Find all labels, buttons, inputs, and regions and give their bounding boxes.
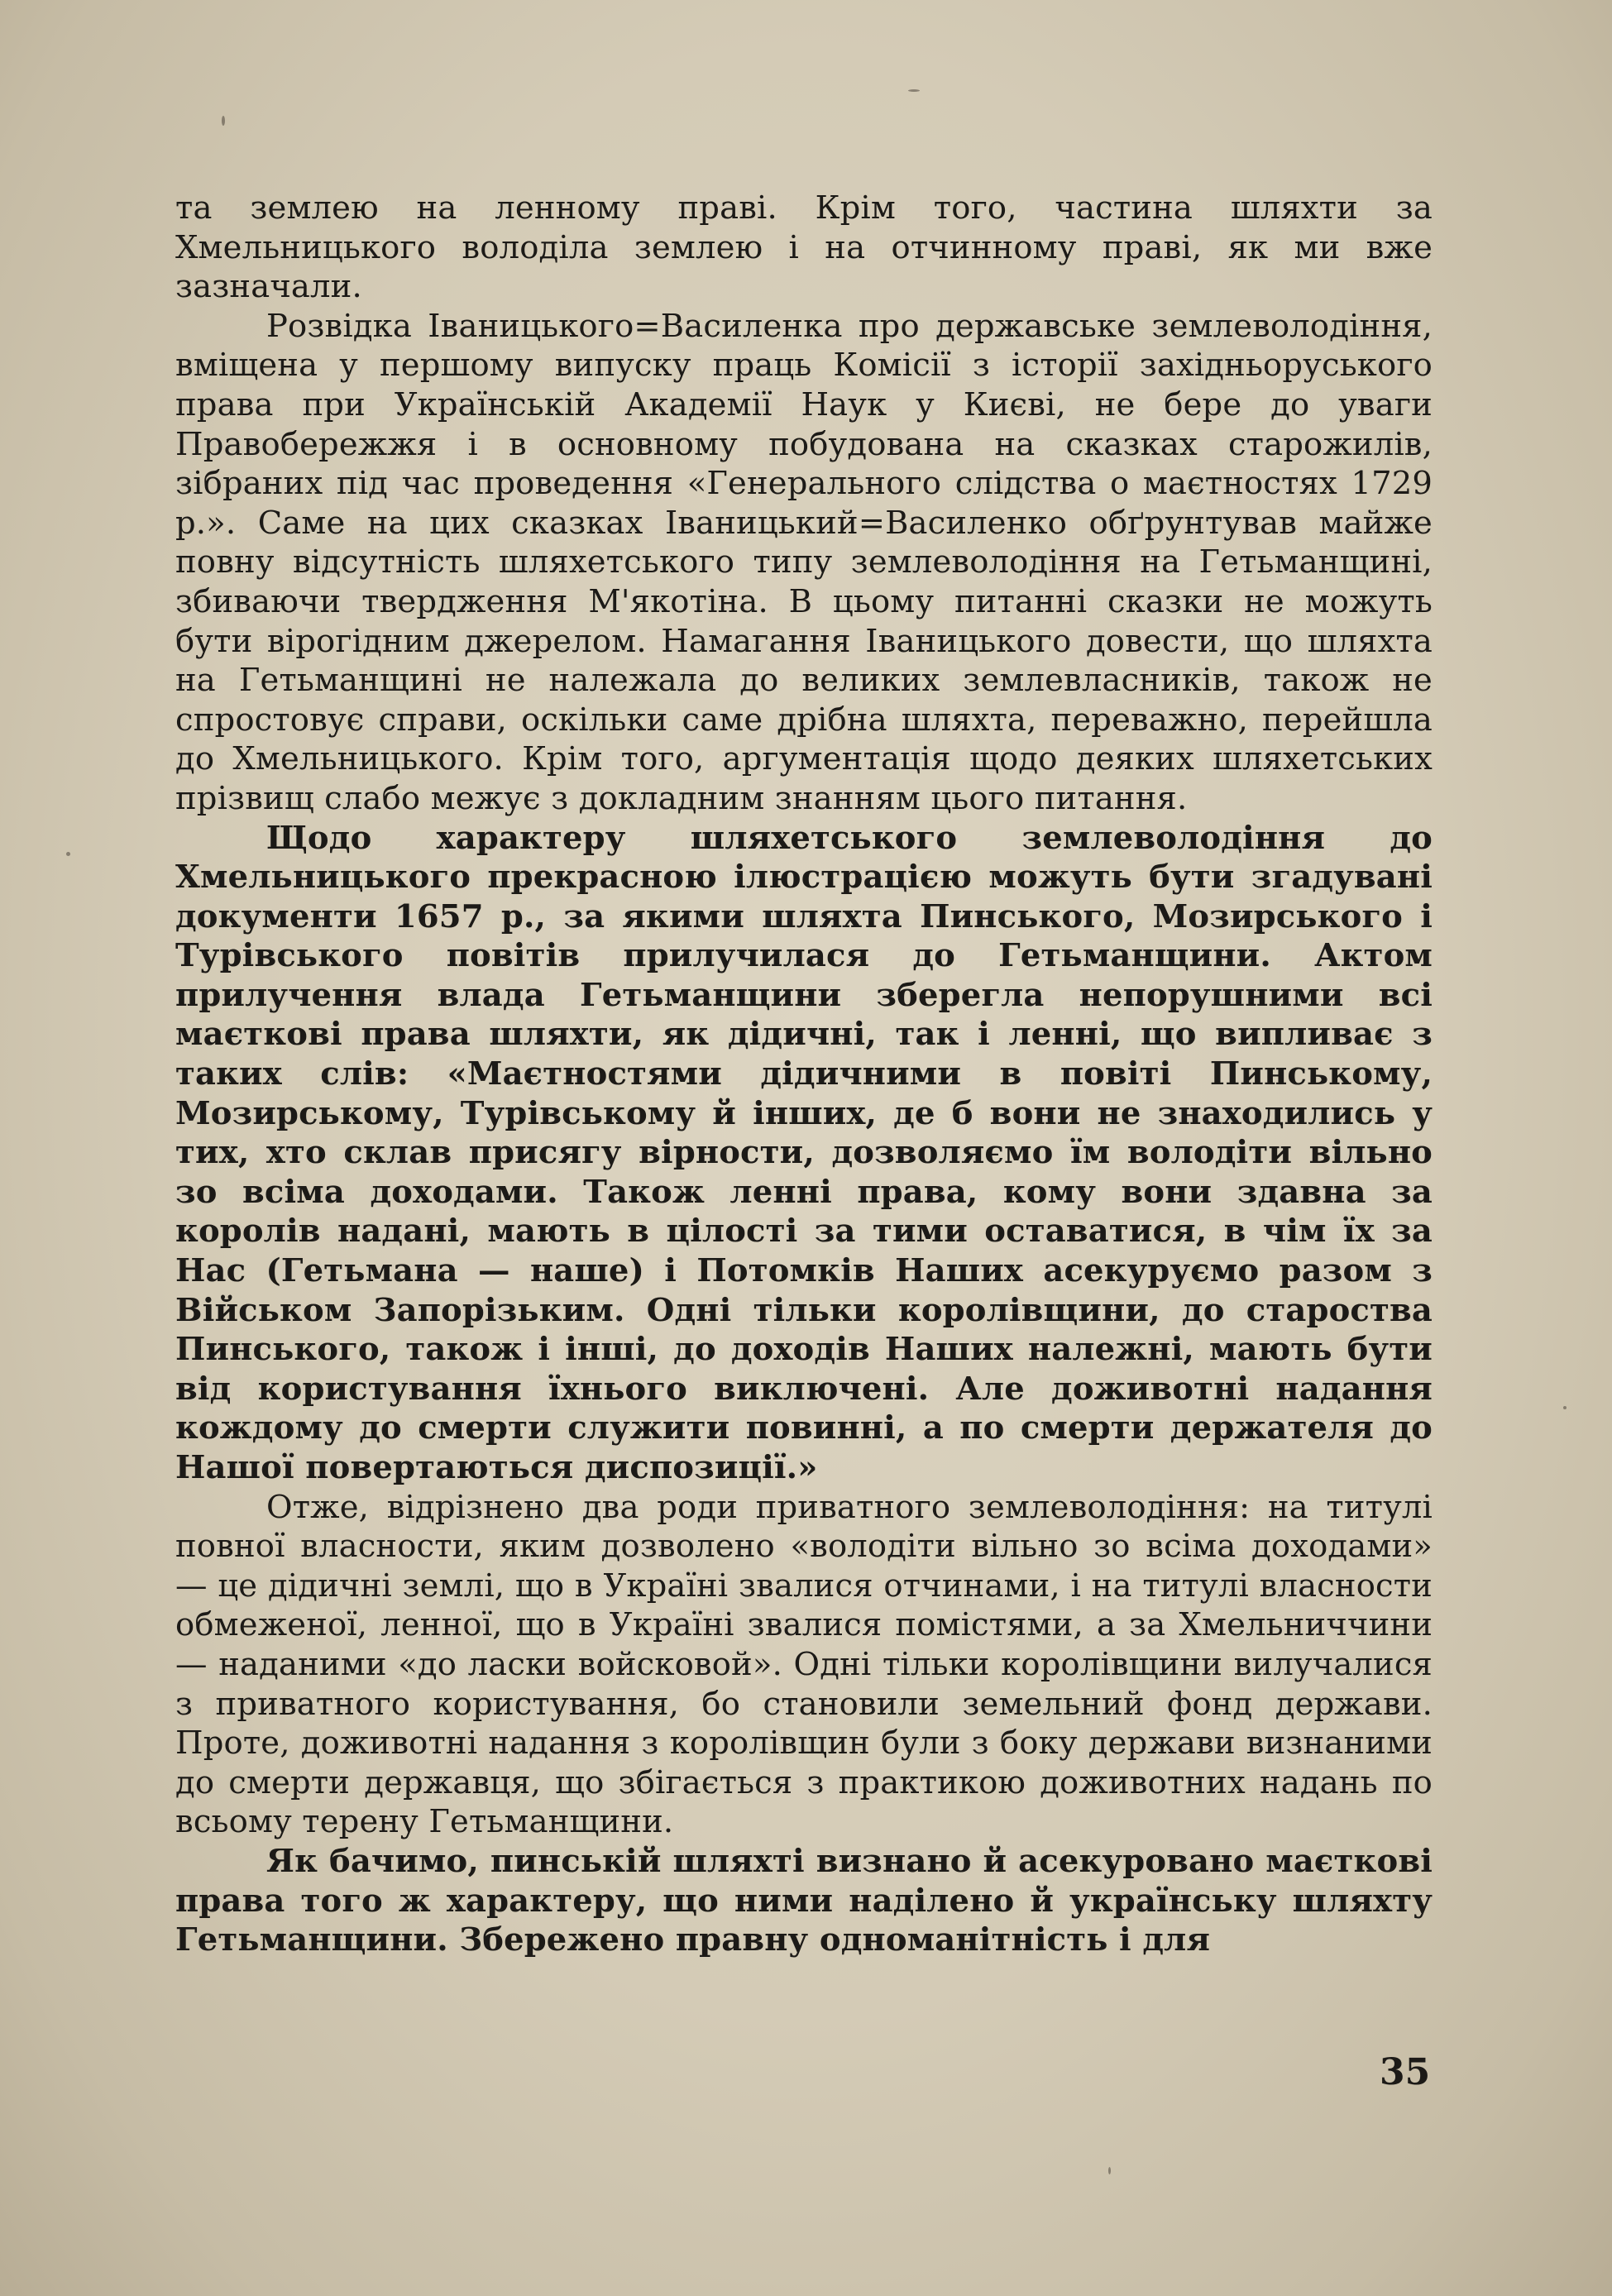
scan-speck (908, 89, 920, 92)
scan-speck (222, 116, 225, 126)
scan-speck (1108, 2167, 1111, 2174)
page-number: 35 (1380, 2051, 1431, 2093)
paragraph-1: та землею на ленному праві. Крім того, частина шляхти за Хмельницького володіла землею і на отчинному праві, як ми вже зазначали. (175, 189, 1433, 306)
paragraph-5: Як бачимо, пинській шляхті визнано й асекуровано маєткові права того ж характеру, що ними наділено й українську шляхту Гетьманщини. Збережено правну одноманітність і для (175, 1842, 1433, 1959)
paragraph-4: Отже, відрізнено два роди приватного землеволодіння: на титулі повної власности, яким дозволено «володіти вільно зо всіма доходами» — це дідичні землі, що в Україні звалися отчинами, і на титулі власности обмеженої, ленної, що в Україні звалися помістями, а за Хмельниччини — наданими «до ласки войсковой». Одні тільки королівщини вилучалися з приватного користування, бо становили земельний фонд держави. Проте, доживотні надання з королівщин були з боку держави визнаними до смерти державця, що збігається з практикою доживотних надань по всьому терену Гетьманщини. (175, 1488, 1433, 1841)
paragraph-2: Розвідка Іваницького=Василенка про державське землеволодіння, вміщена у першому випуску праць Комісії з історії західньоруського права при Українській Академії Наук у Києві, не бере до уваги Правобережжя і в основному побудована на сказках старожилів, зібраних під час проведення «Генерального слідства о маєтностях 1729 р.». Саме на цих сказках Іваницький=Василенко обґрунтував майже повну відсутність шляхетського типу землеволодіння на Гетьманщині, збиваючи твердження М'якотіна. В цьому питанні сказки не можуть бути вірогідним джерелом. Намагання Іваницького довести, що шляхта на Гетьманщині не належала до великих землевласників, також не спростовує справи, оскільки саме дрібна шляхта, переважно, перейшла до Хмельницького. Крім того, аргументація щодо деяких шляхетських прізвищ слабо межує з докладним знанням цього питання. (175, 307, 1433, 817)
paragraph-3: Щодо характеру шляхетського землеволодіння до Хмельницького прекрасною ілюстрацією можуть бути згадувані документи 1657 р., за якими шляхта Пинського, Мозирського і Турівського повітів прилучилася до Гетьманщини. Актом прилучення влада Гетьманщини зберегла непорушними всі маєткові права шляхти, як дідичні, так і ленні, що випливає з таких слів: «Маєтностями дідичними в повіті Пинському, Мозирському, Турівському й інших, де б вони не знаходились у тих, хто склав присягу вірности, дозволяємо їм володіти вільно зо всіма доходами. Також ленні права, кому вони здавна за королів надані, мають в цілості за тими оставатися, в чім їх за Нас (Гетьмана — наше) і Потомків Наших асекуруємо разом з Військом Запорізьким. Одні тільки королівщини, до староства Пинського, також і інші, до доходів Наших належні, мають бути від користування їхнього виключені. Але доживотні надання кождому до смерти служити повинні, а по смерти держателя до Нашої повертаються диспозиції.» (175, 819, 1433, 1486)
body-text (175, 189, 1433, 1960)
scan-speck (1563, 1406, 1567, 1409)
scan-speck (66, 852, 70, 856)
